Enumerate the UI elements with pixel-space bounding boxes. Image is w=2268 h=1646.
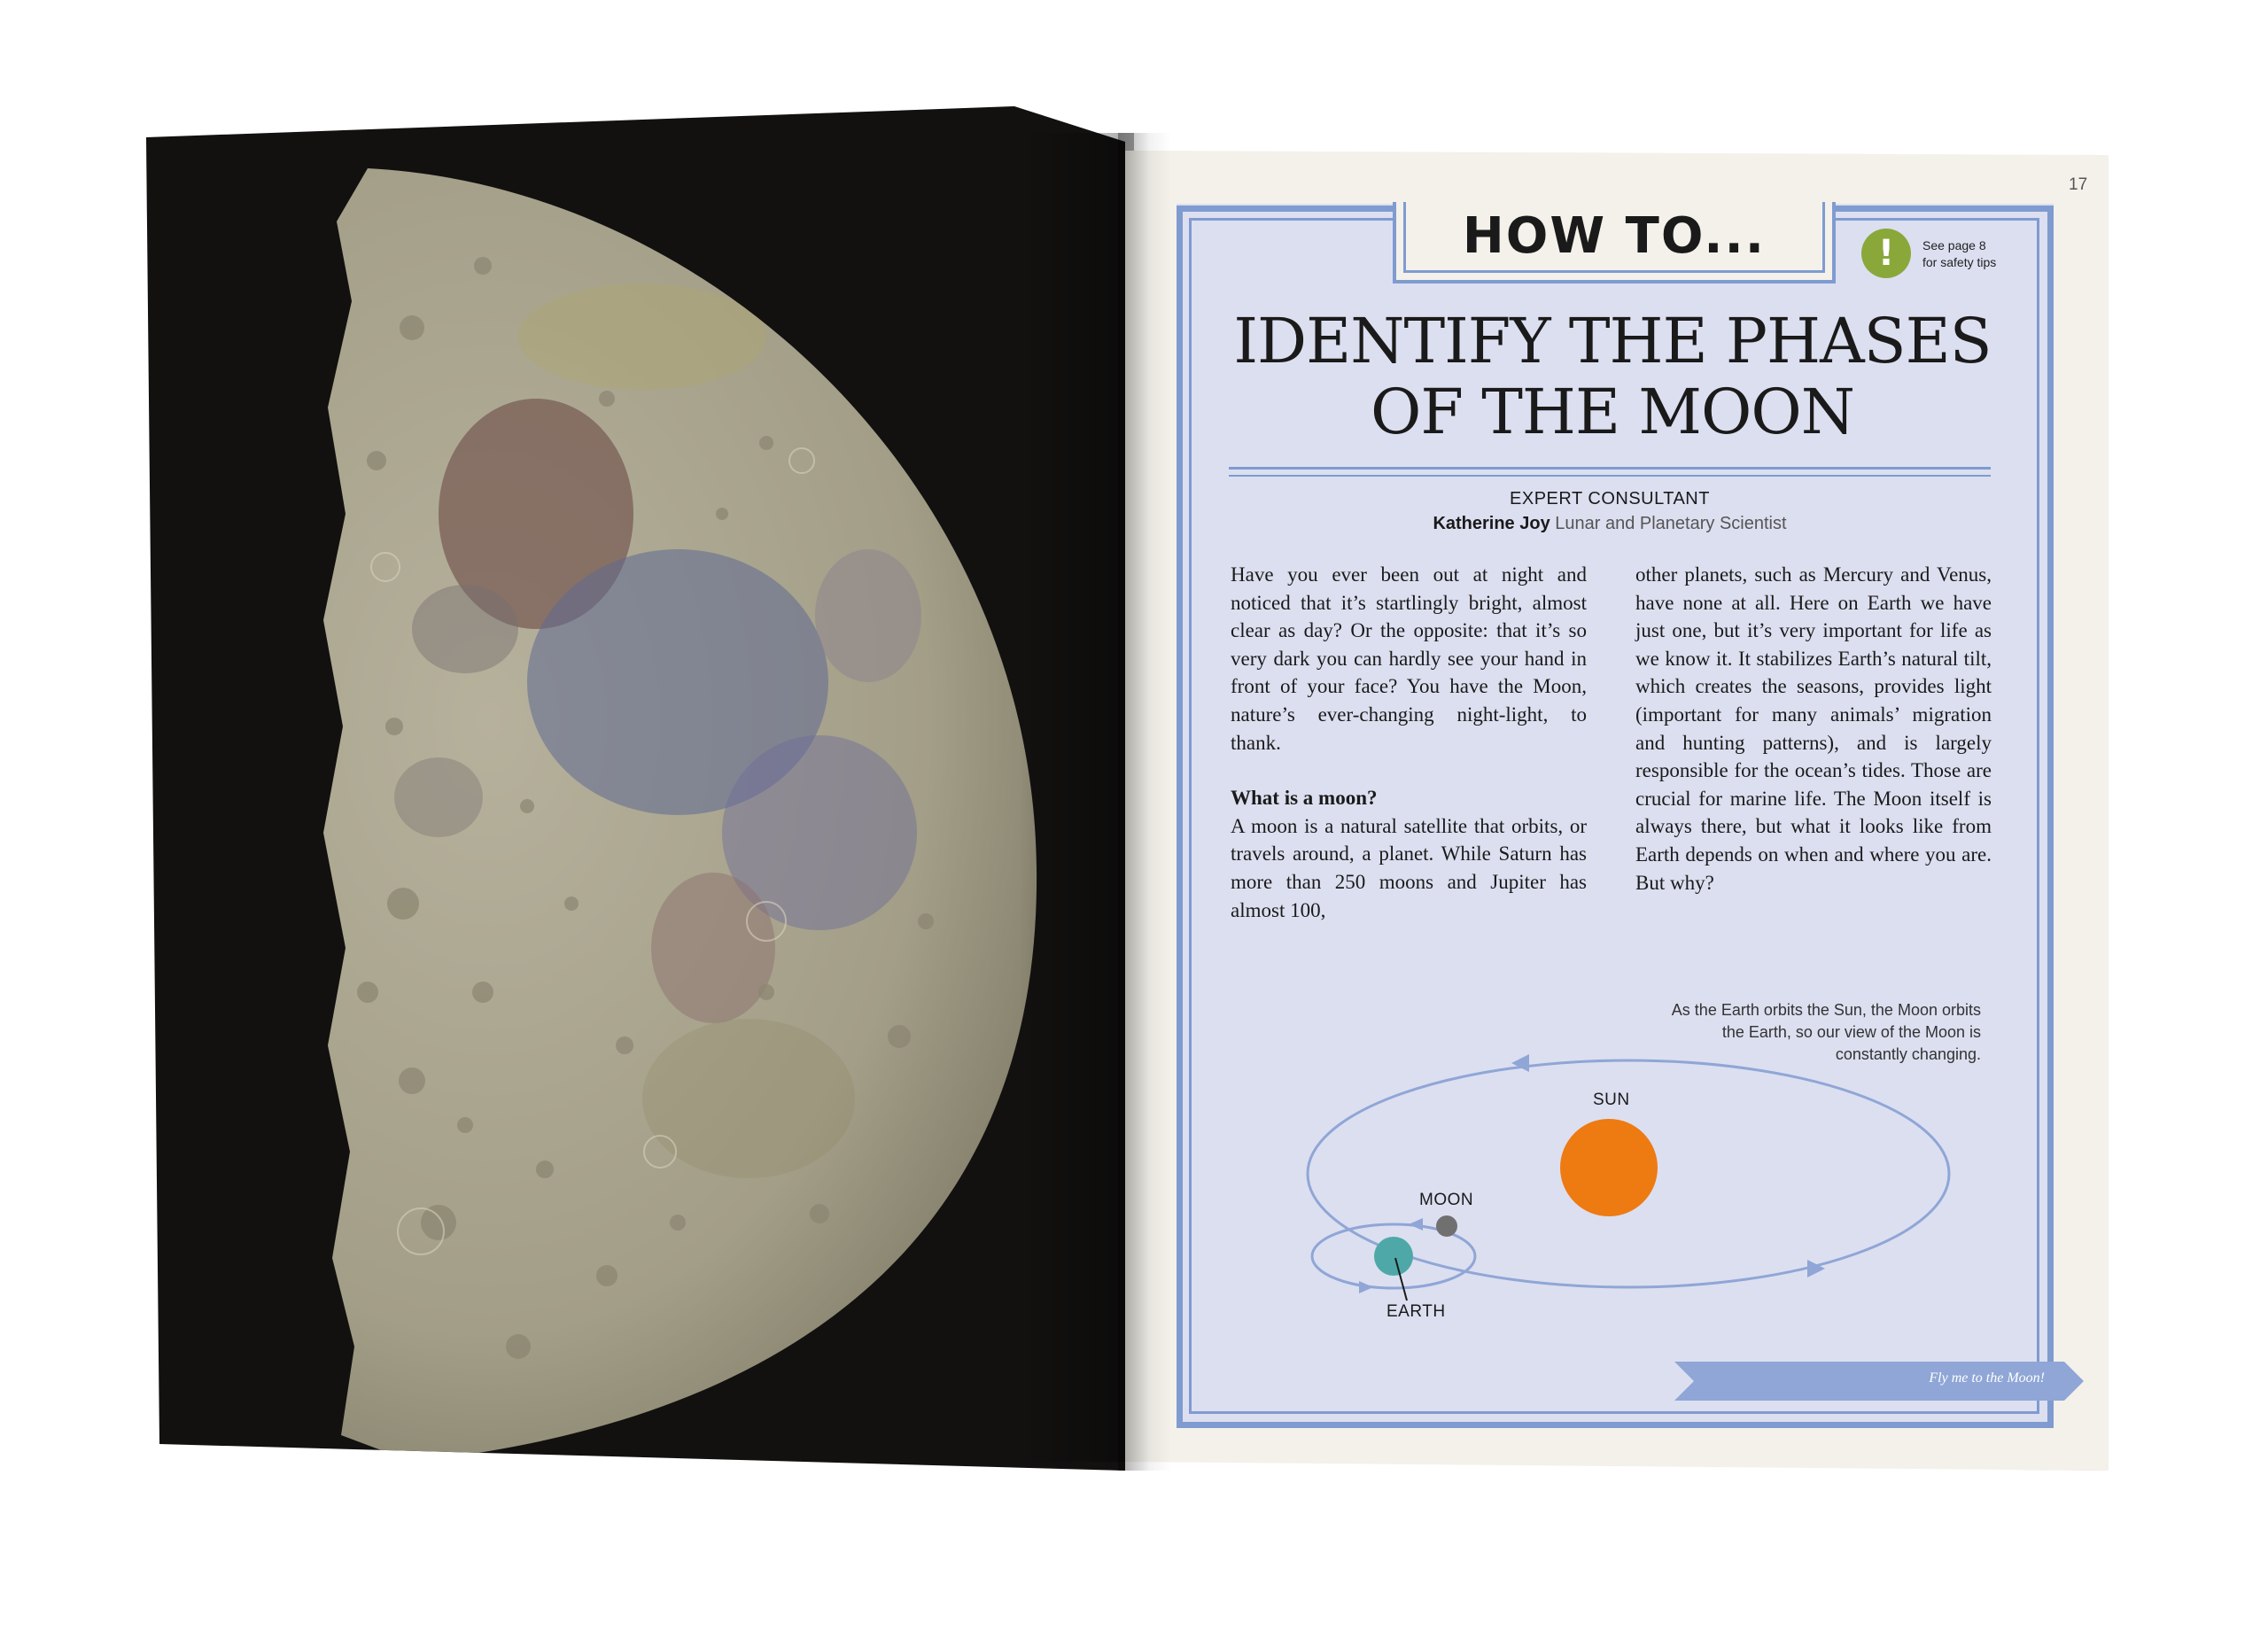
subheading: What is a moon? [1231,787,1378,810]
orbit-arrow [1511,1054,1529,1072]
orbit-diagram [1177,974,2054,1347]
body-paragraph: A moon is a natural satellite that orbits, or travels around, a planet. While Saturn has more than 250 moons and Jupiter has almost 100, [1231,814,1587,921]
moon [1436,1215,1457,1237]
earth-label: EARTH [1386,1302,1446,1321]
orbit-caption: As the Earth orbits the Sun, the Moon orbits the Earth, so our view of the Moon is constantly changing. [1671,1001,1981,1063]
text-column-left [1231,561,1587,924]
earth [1374,1237,1413,1276]
moon-label: MOON [1419,1191,1474,1209]
how-to-heading: HOW TO... [1462,207,1767,265]
sun-label: SUN [1593,1091,1630,1109]
how-to-tab [1393,202,1836,283]
title-line-2: OF THE MOON [1371,376,1854,448]
intro-paragraph: Have you ever been out at night and noticed that it’s startlingly bright, almost clear as day? Or the opposite: that it’s so very dark you can hardly see your hand in front of your face? You have the Moon, nature’s ever-changing night-light, to thank. [1231,563,1587,754]
title-rule [1229,475,1991,477]
consultant-credit [1229,514,1991,534]
title-rule [1229,467,1991,470]
consultant-label: EXPERT CONSULTANT [1510,489,1710,509]
moon-photo-page [146,106,1125,1471]
title-line-1: IDENTIFY THE PHASES [1233,305,1992,377]
safety-note-line2: for safety tips [1922,255,1997,269]
moon-orbit-arrow [1359,1281,1373,1293]
consultant-role: Lunar and Planetary Scientist [1555,514,1787,533]
moon-photograph [146,106,1125,1471]
moon-orbit-arrow [1409,1218,1423,1231]
exclamation-icon: ! [1861,229,1911,278]
consultant-name: Katherine Joy [1433,514,1550,533]
body-paragraph: other planets, such as Mercury and Venus, have none at all. Here on Earth we have just one, but it’s very important for life as we know it. It stabilizes Earth’s natural tilt, which creates the seasons, provides light (important for many animals’ migration and hunting patterns), and is largely responsible for the ocean’s tides. Those are crucial for marine life. The Moon itself is always there, but what it looks like from Earth depends on when and where you are. But why? [1635,563,1992,894]
text-column-right [1635,561,1992,897]
safety-note [1922,237,2047,271]
page-title [1205,306,2020,447]
safety-note-line1: See page 8 [1922,238,1986,252]
sun [1560,1119,1658,1216]
page-number: 17 [2069,175,2088,194]
orbit-arrow [1807,1260,1825,1277]
footer-ribbon-text: Fly me to the Moon! [1929,1370,2045,1386]
